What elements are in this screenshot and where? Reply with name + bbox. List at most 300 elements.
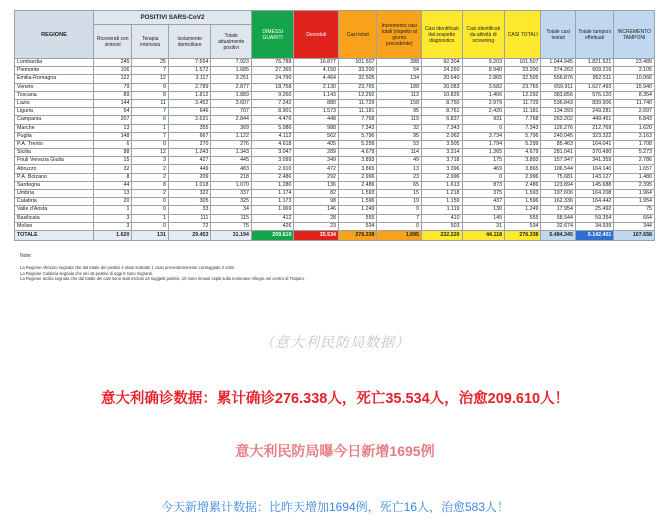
table-cell: 164.208 [575,190,613,198]
table-cell: 1.044.945 [541,59,575,67]
table-cell: 2.130 [294,83,339,91]
table-cell: 8.354 [614,91,655,99]
table-cell: 122 [93,75,131,83]
table-cell: 448 [294,116,339,124]
table-cell: 263.202 [541,116,575,124]
table-cell: 23 [294,222,339,230]
table-cell: 562 [294,132,339,140]
table-cell: 281.041 [541,149,575,157]
table-cell: 2.865 [462,75,505,83]
table-cell: 6.837 [422,116,463,124]
table-cell: 25 [132,59,168,67]
column-header-deceduti: Deceduti [294,11,339,59]
table-cell: 17.954 [541,206,575,214]
table-cell: 8 [132,181,168,189]
table-cell: 1.596 [339,198,377,206]
table-cell: 555 [505,214,541,222]
table-cell: 323.322 [575,132,613,140]
table-cell: 212.769 [575,124,613,132]
table-row [15,83,655,91]
region-name-cell: Friuli Venezia Giulia [15,157,94,165]
table-cell: 1.685 [211,67,252,75]
region-name-cell: Veneto [15,83,94,91]
table-row [15,124,655,132]
table-cell: 20.083 [422,83,463,91]
region-name-cell: Basilicata [15,214,94,222]
table-cell: 4.476 [251,116,294,124]
table-cell: 3.734 [462,132,505,140]
table-cell: 89 [93,91,131,99]
table-cell: 1.964 [614,190,655,198]
table-cell: 3.865 [505,165,541,173]
table-cell: 31 [462,222,505,230]
region-name-cell: P.A. Bolzano [15,173,94,181]
table-cell: 2 [132,165,168,173]
source-caption: （意大利民防局数据） [260,334,410,350]
table-cell: 646 [168,108,211,116]
table-cell: 3.314 [422,149,463,157]
table-cell: 2.420 [462,108,505,116]
table-cell: 131 [132,230,168,240]
table-cell: 134.393 [541,108,575,116]
table-cell: 11.181 [339,108,377,116]
table-cell: 3.607 [211,99,252,107]
table-cell: 148 [93,132,131,140]
table-cell: 1 [132,214,168,222]
table-cell: 276 [211,140,252,148]
table-cell: 7.654 [168,59,211,67]
table-cell: 25.492 [575,206,613,214]
table-cell: 3.505 [422,140,463,148]
table-cell: 164.140 [575,165,613,173]
table-cell: 8 [93,173,131,181]
table-cell: 53 [377,140,422,148]
table-cell: 355 [168,124,211,132]
table-cell: 59.354 [575,214,613,222]
table-cell: 5.484.345 [541,230,575,240]
column-header-isolamento: Isolamento domiciliare [168,25,211,59]
table-cell: 2.486 [339,181,377,189]
table-cell: 188 [377,83,422,91]
column-header-terapia: Terapia intensiva [132,25,168,59]
table-cell: 111 [168,214,211,222]
table-cell: 4.150 [294,67,339,75]
table-cell: 3.396 [422,165,463,173]
region-name-cell: Emilia-Romagna [15,75,94,83]
table-cell: 7.768 [339,116,377,124]
table-cell: 2.996 [339,173,377,181]
table-cell: 49 [377,157,422,165]
table-cell: 7.343 [339,124,377,132]
table-cell: 276.338 [339,230,377,240]
note-line: La Regione Calabria segnala che dei 16 positivi di oggi 6 sono migranti. [20,270,153,276]
region-name-cell: Sicilia [15,149,94,157]
note-line: La Regione Abruzzo segnala che dal totale dei positivi è stato sottratto 1 caso precedentemente conteggiato 2 volte. [20,265,236,271]
region-name-cell: Toscana [15,91,94,99]
table-row [15,75,655,83]
table-cell: 1.069 [251,206,294,214]
table-cell: 164.041 [575,140,613,148]
region-name-cell: Lazio [15,99,94,107]
table-cell: 0 [132,198,168,206]
table-cell: 873 [462,181,505,189]
table-cell: 23.765 [339,83,377,91]
table-cell: 2 [132,190,168,198]
table-cell: 15.940 [614,83,655,91]
table-cell: 175 [462,157,505,165]
table-cell: 576.120 [575,91,613,99]
table-cell: 12.292 [505,91,541,99]
table-cell: 33 [168,206,211,214]
table-cell: 44.118 [462,230,505,240]
table-cell: 1.159 [422,198,463,206]
table-cell: 16.877 [294,59,339,67]
table-cell: 1.889 [211,91,252,99]
table-cell: 8.750 [422,99,463,107]
table-cell: 3.163 [614,132,655,140]
table-cell: 8.940 [462,67,505,75]
table-cell: 164.442 [575,198,613,206]
notes-title: Note: [20,253,32,259]
table-cell: 144 [93,99,131,107]
table-cell: 325 [211,198,252,206]
table-cell: 2 [132,173,168,181]
table-cell: 1.620 [93,230,131,240]
region-name-cell: Marche [15,124,94,132]
table-cell: 839.906 [575,99,613,107]
table-cell: 4.679 [339,149,377,157]
table-cell: 9.260 [251,91,294,99]
table-cell: 2.486 [505,181,541,189]
table-cell: 15 [93,157,131,165]
table-cell: 2.910 [251,165,294,173]
table-cell: 3.682 [462,83,505,91]
table-cell: 1.249 [339,206,377,214]
table-cell: 5.299 [339,140,377,148]
region-name-cell: Lombardia [15,59,94,67]
table-cell: 6 [132,116,168,124]
table-cell: 209.610 [251,230,294,240]
region-name-cell: Valle d'Aosta [15,206,94,214]
table-cell: 88 [93,149,131,157]
table-cell: 375 [462,190,505,198]
column-header-incremento-tamponi: INCREMENTO TAMPONI [614,11,655,59]
table-cell: 2.062 [422,132,463,140]
table-cell: 7.343 [505,124,541,132]
table-cell: 12.292 [339,91,377,99]
notes-block [20,254,620,281]
table-row [15,157,655,165]
table-cell: 8.761 [422,108,463,116]
region-name-cell: Campania [15,116,94,124]
table-cell: 1.593 [339,190,377,198]
table-row [15,67,655,75]
table-cell: 20 [93,198,131,206]
table-cell: 113 [377,91,422,99]
table-cell: 609.216 [575,67,613,75]
table-cell: 101.507 [505,59,541,67]
table-cell: 9.142.401 [575,230,613,240]
table-cell: 426 [251,222,294,230]
table-cell: 449.451 [575,116,613,124]
table-cell: 667 [168,132,211,140]
table-cell: 15 [377,190,422,198]
table-cell: 54 [93,108,131,116]
table-cell: 8.901 [251,108,294,116]
table-cell: 1.812 [168,91,211,99]
table-cell: 2.979 [462,99,505,107]
table-cell: 24.790 [251,75,294,83]
table-cell: 158 [377,99,422,107]
table-cell: 3.251 [211,75,252,83]
table-cell: 24.260 [422,67,463,75]
table-cell: 1.466 [462,91,505,99]
table-cell: 556.876 [541,75,575,83]
table-cell: 5.273 [614,149,655,157]
table-cell: 1.954 [614,198,655,206]
table-cell: 3 [93,222,131,230]
table-cell: 85.463 [541,140,575,148]
table-cell: 0 [462,124,505,132]
table-cell: 341.359 [575,157,613,165]
column-header-dimessi: DIMESSI GUARITI [251,11,294,59]
table-cell: 157.947 [541,157,575,165]
table-cell: 136 [294,181,339,189]
table-cell: 1.119 [422,206,463,214]
table-cell: 3.865 [339,165,377,173]
table-cell: 1.596 [505,198,541,206]
table-cell: 5.796 [339,132,377,140]
column-header-casi-totali: Casi totali [339,11,377,59]
table-row [15,140,655,148]
region-name-cell: P.A. Trento [15,140,94,148]
table-cell: 123.894 [541,181,575,189]
table-cell: 107.606 [541,190,575,198]
region-name-cell: Sardegna [15,181,94,189]
region-name-cell: Calabria [15,198,94,206]
table-cell: 2.631 [168,116,211,124]
table-cell: 115 [211,214,252,222]
table-row [15,214,655,222]
table-cell: 3.893 [339,157,377,165]
table-cell: 7 [132,67,168,75]
table-cell: 32.505 [339,75,377,83]
table-cell: 3.893 [505,157,541,165]
table-row [15,132,655,140]
table-cell: 344 [614,222,655,230]
table-cell: 1.480 [614,173,655,181]
table-cell: 2.877 [211,83,252,91]
table-cell: 3 [132,157,168,165]
table-cell: 3 [93,214,131,222]
table-cell: 449 [168,165,211,173]
table-cell: 0 [462,173,505,181]
column-header-ricoverati: Ricoverati con sintomi [93,25,131,59]
table-cell: 707 [211,108,252,116]
table-cell: 5.086 [251,124,294,132]
table-row [15,91,655,99]
table-cell: 32 [377,124,422,132]
table-cell: 1.173 [251,198,294,206]
table-cell: 383.856 [541,91,575,99]
table-cell: 11.181 [505,108,541,116]
region-name-cell: TOTALE [15,230,94,240]
table-cell: 1.218 [422,190,463,198]
table-cell: 34.939 [575,222,613,230]
table-total-row [15,230,655,240]
table-cell: 35.534 [294,230,339,240]
table-cell: 5.299 [505,140,541,148]
table-cell: 555 [339,214,377,222]
table-cell: 33.200 [505,67,541,75]
table-cell: 7.923 [211,59,252,67]
table-cell: 534 [339,222,377,230]
table-cell: 75 [211,222,252,230]
table-cell: 0 [132,206,168,214]
table-cell: 18.758 [251,83,294,91]
table-cell: 1.572 [168,67,211,75]
table-cell: 8 [132,91,168,99]
table-cell: 4.679 [505,149,541,157]
table-cell: 0 [132,140,168,148]
table-cell: 1.070 [211,181,252,189]
table-cell: 1.657 [614,165,655,173]
table-cell: 23.489 [614,59,655,67]
table-cell: 44 [93,181,131,189]
table-cell: 34 [211,206,252,214]
table-cell: 369 [211,124,252,132]
table-cell: 1.573 [294,108,339,116]
column-group-positivi: POSITIVI SARS-CoV2 [93,11,251,25]
table-cell: 534 [505,222,541,230]
subheadline: 意大利民防局曝今日新增1695例 [235,443,435,459]
table-cell: 20.640 [422,75,463,83]
column-header-tamponi: Totale tamponi effettuati [575,11,613,59]
table-cell: 13 [93,124,131,132]
region-name-cell: Umbria [15,190,94,198]
table-cell: 11.729 [339,99,377,107]
table-cell: 289 [294,149,339,157]
table-cell: 33.200 [339,67,377,75]
table-cell: 162.336 [541,198,575,206]
table-cell: 1.695 [377,230,422,240]
table-cell: 207 [93,116,131,124]
column-header-incremento-casi: Incremento casi totali (rispetto al giorno precedente) [377,11,422,59]
table-cell: 1.620 [614,124,655,132]
column-header-totale-positivi: Totale attualmente positivi [211,25,252,59]
table-cell: 988 [294,124,339,132]
table-cell: 101.507 [339,59,377,67]
region-name-cell: Abruzzo [15,165,94,173]
table-cell: 11.729 [505,99,541,107]
table-cell: 2.395 [614,181,655,189]
table-cell: 13 [377,165,422,173]
table-cell: 106 [93,67,131,75]
table-cell: 1.365 [462,149,505,157]
table-cell: 2.697 [614,108,655,116]
table-cell: 952.511 [575,75,613,83]
table-cell: 388 [377,59,422,67]
table-cell: 240.045 [541,132,575,140]
table-cell: 1.174 [251,190,294,198]
table-body [15,59,655,241]
table-row [15,165,655,173]
table-cell: 7 [132,132,168,140]
table-cell: 32 [93,165,131,173]
table-cell: 5.796 [505,132,541,140]
table-cell: 483 [211,165,252,173]
table-cell: 1.280 [251,181,294,189]
table-cell: 1.018 [168,181,211,189]
table-cell: 9.203 [462,59,505,67]
region-name-cell: Liguria [15,108,94,116]
table-cell: 65 [377,181,422,189]
table-cell: 1.821.521 [575,59,613,67]
column-header-casi-testati: Totale casi testati [541,11,575,59]
table-cell: 12 [132,75,168,83]
table-cell: 276.338 [505,230,541,240]
table-cell: 32.674 [541,222,575,230]
table-row [15,99,655,107]
table-cell: 130 [462,206,505,214]
table-cell: 659.911 [541,83,575,91]
table-cell: 2.996 [505,173,541,181]
table-cell: 3.117 [168,75,211,83]
table-cell: 126.276 [541,124,575,132]
table-cell: 472 [294,165,339,173]
table-cell: 503 [422,222,463,230]
table-cell: 75.681 [541,173,575,181]
table-cell: 6.843 [614,116,655,124]
table-cell: 145 [462,214,505,222]
table-row [15,59,655,67]
table-cell: 1.794 [462,140,505,148]
table-cell: 0 [377,222,422,230]
table-cell: 322 [168,190,211,198]
table-cell: 469 [462,165,505,173]
table-cell: 536.843 [541,99,575,107]
table-cell: 95 [377,108,422,116]
table-cell: 2.786 [614,157,655,165]
table-cell: 54 [377,67,422,75]
table-cell: 305 [168,198,211,206]
table-cell: 1.627.493 [575,83,613,91]
table-cell: 11 [132,99,168,107]
table-cell: 9 [132,83,168,91]
table-cell: 664 [614,214,655,222]
table-cell: 270 [168,140,211,148]
table-cell: 232.220 [422,230,463,240]
table-cell: 23 [377,173,422,181]
table-cell: 2.486 [251,173,294,181]
table-cell: 437 [462,198,505,206]
table-cell: 7.768 [505,116,541,124]
table-cell: 76.788 [251,59,294,67]
headline: 意大利确诊数据：累计确诊276.338人，死亡35.534人，治愈209.610人！ [100,391,570,407]
table-cell: 3.099 [251,157,294,165]
table-cell: 7 [377,214,422,222]
table-cell: 1.249 [505,206,541,214]
table-cell: 145.688 [575,181,613,189]
table-row [15,116,655,124]
column-header-casi-screening: Casi identificati da attività di screening [462,11,505,59]
table-cell: 23.765 [505,83,541,91]
table-cell: 0 [377,206,422,214]
table-cell: 19 [377,198,422,206]
table-cell: 95 [377,132,422,140]
table-cell: 10.826 [422,91,463,99]
table-cell: 1.593 [505,190,541,198]
